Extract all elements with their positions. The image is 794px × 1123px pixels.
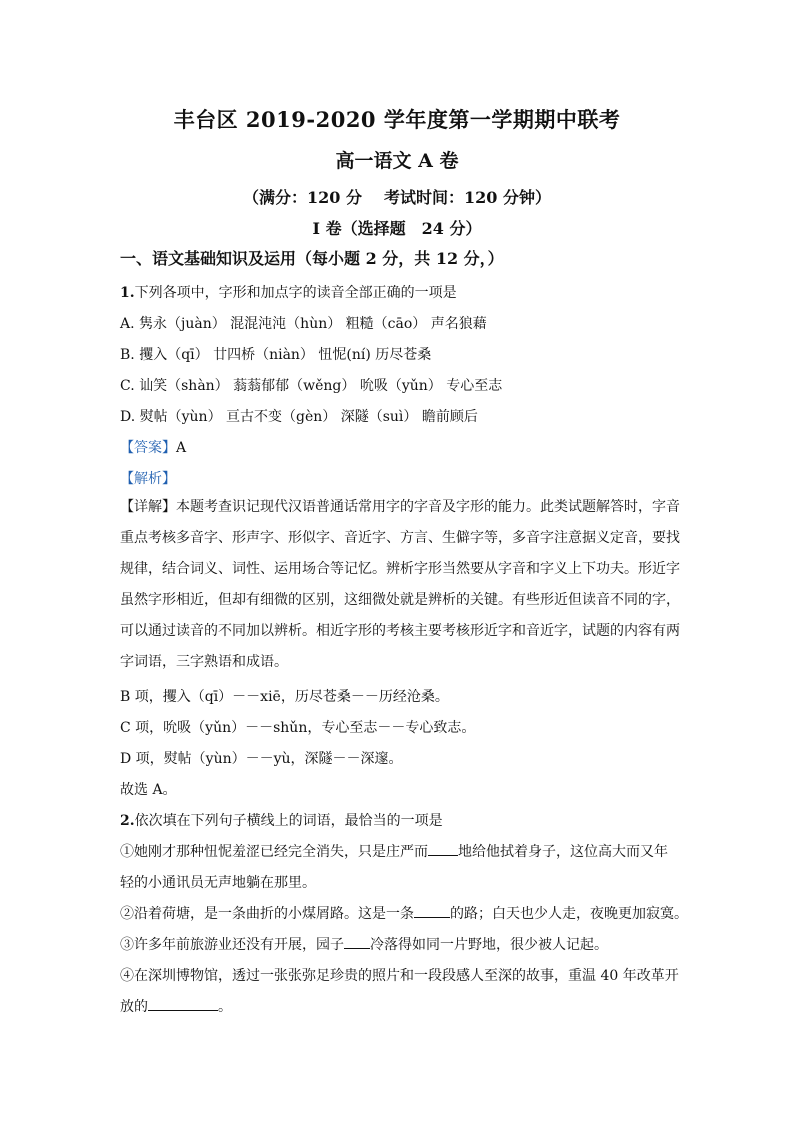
sentence-2 — [120, 903, 688, 923]
note-c: C 项，吮吸（yǔn）－－shǔn，专心至志－－专心致志。 — [120, 720, 476, 736]
exam-subtitle: 高一语文 A 卷 — [335, 150, 459, 172]
option-b: B. 攫入（qī） 廿四桥（niàn） 忸怩(ní) 历尽苍桑 — [120, 347, 432, 363]
sentence-text: 。 — [218, 999, 232, 1015]
section-heading: 一、语文基础知识及运用（每小题 2 分，共 12 分，） — [120, 249, 504, 268]
question-1-stem — [120, 282, 457, 302]
question-text: 下列各项中，字形和加点字的读音全部正确的一项是 — [134, 285, 457, 301]
exam-time: 考试时间：120 分钟） — [384, 188, 551, 207]
note-d: D 项，熨帖（yùn）－－yù，深隧－－深邃。 — [120, 751, 403, 767]
answer-label: 【答案】 — [120, 440, 176, 456]
option-c: C. 讪笑（shàn） 蓊蓊郁郁（wěng） 吮吸（yǔn） 专心至志 — [120, 378, 503, 394]
sentence-text: 冷落得如同一片野地，很少被人记起。 — [370, 937, 608, 953]
fill-blank[interactable] — [414, 903, 450, 918]
answer-value: A — [176, 440, 187, 456]
fill-blank[interactable] — [148, 996, 218, 1011]
exam-title: 丰台区 2019-2020 学年度第一学期期中联考 — [173, 107, 621, 132]
detail-paragraph: 【详解】本题考查识记现代汉语普通话常用字的字音及字形的能力。此类试题解答时，字音重点考核多音字、形声字、形似字、音近字、方言、生僻字等，多音字注意据义定音，要找规律，结合词义、词性、运用场合等记忆。辨析字形当然要从字音和字义上下功夫。形近字虽然字形相近，但却有细微的区别，这细微处就是辨析的关键。有些形近但读音不同的字，可以通过读音的不同加以辨析。相近字形的考核主要考核形近字和音近字，试题的内容有两字词语，三字熟语和成语。 — [120, 499, 680, 670]
note-conclusion: 故选 A。 — [120, 782, 177, 798]
sentence-text: 的路；白天也少人走，夜晚更加寂寞。 — [450, 906, 688, 922]
option-d: D. 熨帖（yùn） 亘古不变（gèn） 深隧（suì） 瞻前顾后 — [120, 409, 478, 425]
sentence-4-cont — [120, 996, 685, 1016]
sentence-text: 放的 — [120, 999, 148, 1015]
sentence-4: ④在深圳博物馆，透过一张张弥足珍贵的照片和一段段感人至深的故事，重温 40 年改革开 — [120, 968, 679, 984]
fill-blank[interactable] — [344, 934, 370, 949]
question-text: 依次填在下列句子横线上的词语，最恰当的一项是 — [134, 813, 443, 829]
question-2-stem — [120, 810, 443, 830]
part-heading: I 卷（选择题 24 分） — [312, 219, 482, 238]
sentence-text: 地给他拭着身子，这位高大而又年 — [458, 844, 668, 860]
question-number: 1. — [120, 285, 135, 301]
sentence-1-cont: 轻的小通讯员无声地躺在那里。 — [120, 875, 316, 891]
fill-blank[interactable] — [428, 841, 458, 856]
full-score: （满分：120 分 — [243, 188, 362, 207]
sentence-3 — [120, 934, 685, 954]
sentence-text: ③许多年前旅游业还没有开展，园子 — [120, 937, 344, 953]
sentence-text: ②沿着荷塘，是一条曲折的小煤屑路。这是一条 — [120, 906, 414, 922]
analysis-label: 【解析】 — [120, 471, 176, 487]
question-number: 2. — [120, 813, 135, 829]
exam-meta — [0, 185, 794, 208]
sentence-text: ①她刚才那种忸怩羞涩已经完全消失，只是庄严而 — [120, 844, 428, 860]
answer-line — [120, 437, 186, 457]
sentence-1 — [120, 841, 685, 861]
note-b: B 项，攫入（qī）－－xiē，历尽苍桑－－历经沧桑。 — [120, 689, 449, 705]
option-a: A. 隽永（juàn） 混混沌沌（hùn） 粗糙（cāo） 声名狼藉 — [120, 316, 487, 332]
